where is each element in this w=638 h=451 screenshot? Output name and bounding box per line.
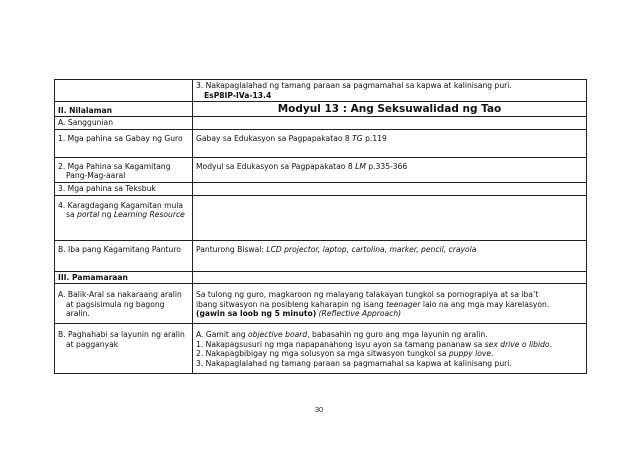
- module-title-cell: [193, 102, 587, 117]
- review-line-2a: ibang sitwasyon na posibleng kaharapin ng isang: [196, 299, 387, 309]
- textbook-label-cell: [55, 182, 193, 195]
- module-title: Modyul 13 : Ang Seksuwalidad ng Tao: [277, 103, 502, 116]
- purpose-obj1-pre: 1. Nakapagsusuri ng mga napapanahong isyu ayon sa tamang pananaw sa: [196, 339, 485, 349]
- lesson-plan-table: [54, 79, 587, 374]
- additional-resources-label: [58, 201, 189, 220]
- table-row: [55, 80, 587, 102]
- portal-word: portal: [77, 210, 100, 220]
- other-materials-label: B. Iba pang Kagamitang Panturo: [58, 244, 181, 254]
- procedure-heading: III. Pamamaraan: [58, 272, 128, 282]
- purpose-a-pre: A. Gamit ang: [196, 330, 249, 340]
- learner-module-label: 2. Mga Pahina sa Kagamitang Pang-Mag-aaral: [58, 161, 171, 181]
- approach-text: (Reflective Approach): [316, 309, 402, 319]
- learner-module-abbr: LM: [355, 161, 366, 171]
- page-number: 30: [314, 405, 324, 414]
- additional-label-part: 4. Karagdagang Kagamitan mula sa: [58, 200, 184, 220]
- review-cell: [193, 284, 587, 324]
- additional-label-part: ng: [99, 210, 114, 220]
- table-row: [55, 157, 587, 182]
- table-row: [55, 284, 587, 324]
- table-row: [55, 271, 587, 284]
- learning-resource-word: Learning Resource: [113, 210, 185, 220]
- purpose-a-post: , babasahin ng guro ang mga layunin ng aralin.: [307, 330, 488, 340]
- empty-cell: [193, 182, 587, 195]
- purpose-obj2-post: .: [491, 349, 494, 359]
- visual-aids-label: Panturong Biswal:: [196, 244, 267, 254]
- table-row: [55, 102, 587, 117]
- table-row: [55, 129, 587, 157]
- purpose-cell: [193, 324, 587, 374]
- empty-cell: [193, 195, 587, 240]
- sex-drive-word: sex drive o libido: [484, 339, 550, 349]
- references-heading: A. Sanggunian: [58, 118, 114, 128]
- puppy-love-word: puppy love: [448, 349, 492, 359]
- table-row: [55, 240, 587, 271]
- learner-module-page: p.335-366: [365, 161, 408, 171]
- objective-board-word: objective board: [248, 330, 308, 340]
- review-label: A. Balik-Aral sa nakaraang aralin at pagsisimula ng bagong aralin.: [58, 290, 182, 319]
- objective-cell: [193, 80, 587, 102]
- review-label-cell: [55, 284, 193, 324]
- teacher-guide-cell: [193, 129, 587, 157]
- review-line-2b: lalo na ang mga may karelasyon.: [420, 299, 550, 309]
- other-materials-label-cell: [55, 240, 193, 271]
- teacher-guide-label-cell: [55, 129, 193, 157]
- additional-resources-label-cell: [55, 195, 193, 240]
- learner-module-label-cell: [55, 157, 193, 182]
- empty-cell: [55, 80, 193, 102]
- learner-module-text: Modyul sa Edukasyon sa Pagpapakatao 8: [196, 161, 356, 171]
- table-row: [55, 324, 587, 374]
- teacher-guide-text: Gabay sa Edukasyon sa Pagpapakatao 8: [196, 133, 353, 143]
- time-allotment: (gawin sa loob ng 5 minuto): [196, 309, 317, 319]
- empty-cell: [193, 117, 587, 130]
- textbook-label: 3. Mga pahina sa Teksbuk: [58, 183, 156, 193]
- content-heading: II. Nilalaman: [58, 105, 113, 115]
- teenager-word: teenager: [386, 299, 421, 309]
- references-heading-cell: [55, 117, 193, 130]
- table-row: [55, 117, 587, 130]
- competency-code: EsP8IP-IVa-13.4: [204, 90, 272, 100]
- table-row: [55, 195, 587, 240]
- review-line-1: Sa tulong ng guro, magkaroon ng malayang talakayan tungkol sa pornograpiya at sa iba’t: [196, 290, 539, 300]
- learner-module-cell: [193, 157, 587, 182]
- purpose-obj1-post: .: [549, 339, 552, 349]
- other-materials-cell: [193, 240, 587, 271]
- empty-cell: [193, 271, 587, 284]
- teacher-guide-page: p.119: [362, 133, 387, 143]
- purpose-obj3: 3. Nakapaglalahad ng tamang paraan sa pagmamahal sa kapwa at kalinisang puri.: [196, 358, 512, 368]
- teacher-guide-abbr: TG: [352, 133, 363, 143]
- procedure-heading-cell: [55, 271, 193, 284]
- visual-aids-items: LCD projector, laptop, cartolina, marker, pencil, crayola: [266, 244, 477, 254]
- teacher-guide-label: 1. Mga pahina sa Gabay ng Guro: [58, 133, 183, 143]
- purpose-label-cell: [55, 324, 193, 374]
- content-heading-cell: [55, 102, 193, 117]
- table-row: [55, 182, 587, 195]
- purpose-label: B. Paghahabi sa layunin ng aralin at pagganyak: [58, 330, 185, 349]
- objective-3-text: 3. Nakapaglalahad ng tamang paraan sa pagmamahal sa kapwa at kalinisang puri.: [196, 81, 512, 90]
- purpose-obj2-pre: 2. Nakapagbibigay ng mga solusyon sa mga sitwasyon tungkol sa: [196, 349, 449, 359]
